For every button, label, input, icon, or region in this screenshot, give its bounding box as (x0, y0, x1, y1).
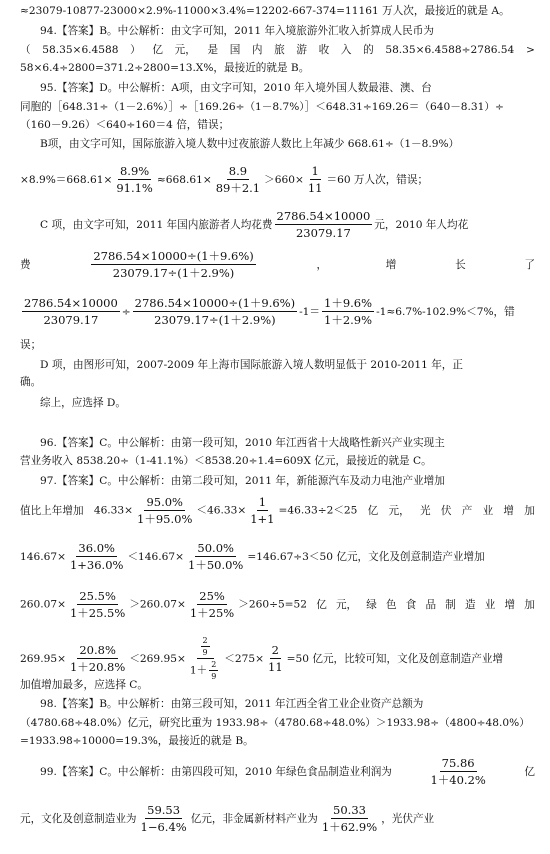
text-line: 同胞的［648.31÷（1－2.6%）］÷［169.26÷（1－8.7%）］＜648.31÷169.26＝（640－8.31）÷ (20, 101, 504, 113)
formula-97-line1: 值比上年增加 46.33× $\frac{95.0\%}{1+95.0\%}$ ＜46.33× $\frac{1}{1+1}$ =46.33÷2＜25 亿 元， 光 伏 产 业 增 加 (20, 495, 535, 526)
answer-95: 95.【答案】D。中公解析：A项，由文字可知，2010 年入境外国人数最港、澳、台 (40, 82, 432, 94)
fraction: $\frac{2786.54\times 10000}{23079.17}$ (276, 209, 371, 240)
fraction: $\frac{20.8\%}{1+20.8\%}$ (69, 643, 126, 674)
answer-96: 96.【答案】C。中公解析：由第一段可知，2010 年江西省十大战略性新兴产业实现主 (40, 437, 445, 449)
text-line: =1933.98÷10000=19.3%，最接近的就是 B。 (20, 735, 254, 747)
text-line: D 项，由图形可知，2007-2009 年上海市国际旅游入境人数明显低于 2010-2011 年，正 (40, 359, 463, 371)
formula-97-line4: 269.95× $\frac{20.8\%}{1+20.8\%}$ ＜269.95× $\frac{2}{9}$ 1＋ $\frac{2}{9}$ ＜275× $\frac{2}{11}$ =50 亿元，比较可知，文化及创意制造产业增 (20, 636, 504, 681)
text-line: （4780.68÷48.0%）亿元，研究比重为 1933.98÷（4780.68÷48.0%）＞1933.98÷（4800÷48.0%） (20, 717, 530, 729)
fraction: $\frac{1+9.6\%}{1+2.9\%}$ (324, 296, 373, 327)
formula-97-line3: 260.07× $\frac{25.5\%}{1+25.5\%}$ ＞260.07× $\frac{25\%}{1+25\%}$ ＞260÷5=52 亿 元， 绿 色 食 品 制 造 业 增 加 (20, 589, 535, 620)
text-line: 58×6.4÷2800=371.2÷2800=13.X%，最接近的就是 B。 (20, 62, 310, 74)
text-line: 营业务收入 8538.20÷（1-41.1%）＜8538.20÷1.4=609X 亿元，最接近的就是 C。 (20, 455, 432, 467)
text-line: 加值增加最多，应选择 C。 (20, 679, 149, 691)
fraction: $\frac{25.5\%}{1+25.5\%}$ (69, 589, 126, 620)
fraction: $\frac{2786.54\times 10000\div(1+9.6\%)}{23079.17\div(1+2.9\%)}$ (134, 296, 296, 327)
fraction: $\frac{50.33}{1+62.9\%}$ (321, 803, 378, 834)
fraction: $\frac{8.9\%}{91.1\%}$ (116, 164, 153, 195)
fraction: $\frac{8.9}{89+2.1}$ (215, 164, 261, 195)
fraction: $\frac{2786.54\times 10000\div(1+9.6\%)}{23079.17\div(1+2.9\%)}$ (93, 249, 254, 280)
text-line: 确。 (20, 376, 42, 388)
formula-c-line1: C 项，由文字可知，2011 年国内旅游者人均花费 $\frac{2786.54\times 10000}{23079.17}$ 元，2010 年人均花 (40, 209, 469, 240)
answer-94: 94.【答案】B。中公解析：由文字可知，2011 年入境旅游外汇收入折算成人民币为 (40, 25, 434, 37)
fraction: $\frac{1}{1+1}$ (250, 495, 275, 526)
fraction: $\frac{2}{11}$ (268, 643, 283, 674)
formula-97-line2: 146.67× $\frac{36.0\%}{1+36.0\%}$ ＜146.67× $\frac{50.0\%}{1+50.0\%}$ =146.67÷3＜50 亿元，文化及创意制造产业增加 (20, 541, 485, 572)
fraction: $\frac{25\%}{1+25\%}$ (189, 589, 235, 620)
formula-c-line3: $\frac{2786.54\times 10000}{23079.17}$ ÷ $\frac{2786.54\times 10000\div(1+9.6\%)}{23079.17\div(1+2.9\%)}$ -1＝ $\frac{1+9.6\%}{1+2.9\%}$ -1≈6.7%-102.9%＜7% ，错 (24, 296, 515, 327)
text-line: B项，由文字可知，国际旅游入境人数中过夜旅游人数比上年减少 668.61÷（1－8.9%） (40, 138, 460, 150)
formula-b: ×8.9%＝668.61× $\frac{8.9\%}{91.1\%}$ ≈668.61× $\frac{8.9}{89+2.1}$ ＞660× $\frac{1}{11}$ ＝60 万人次，错误； (20, 164, 429, 195)
text-line: 误； (20, 339, 42, 351)
formula-99-line2: 元，文化及创意制造业为 $\frac{59.53}{1-6.4\%}$ 亿元，非金属新材料产业为 $\frac{50.33}{1+62.9\%}$ ，光伏产业 (20, 803, 435, 834)
answer-99: 99.【答案】C。中公解析：由第四段可知，2010 年绿色食品制造业利润为 $\frac{75.86}{1+40.2\%}$ 亿 (40, 756, 535, 787)
fraction: $\frac{50.0\%}{1+50.0\%}$ (188, 541, 244, 572)
answer-98: 98.【答案】B。中公解析：由第三段可知，2011 年江西全省工业企业资产总额为 (40, 698, 424, 710)
fraction: $\frac{36.0\%}{1+36.0\%}$ (69, 541, 124, 572)
fraction: $\frac{59.53}{1-6.4\%}$ (140, 803, 187, 834)
text-line: （160－9.26）＜640÷160＝4 倍，错误； (20, 119, 230, 131)
compound-fraction: $\frac{2}{9}$ 1＋ $\frac{2}{9}$ (189, 636, 217, 681)
fraction: $\frac{75.86}{1+40.2\%}$ (430, 756, 486, 787)
fraction: $\frac{95.0\%}{1+95.0\%}$ (137, 495, 193, 526)
text-line: 综上，应选择 D。 (40, 397, 127, 409)
fraction: $\frac{2786.54\times 10000}{23079.17}$ (24, 296, 118, 327)
formula-c-line2: 费 $\frac{2786.54\times 10000\div(1+9.6\%)}{23079.17\div(1+2.9\%)}$ ， 增 长 了 (20, 249, 535, 280)
answer-97: 97.【答案】C。中公解析：由第二段可知，2011 年，新能源汽车及动力电池产业增加 (40, 475, 445, 487)
text-line: ≈23079-10877-23000×2.9%-11000×3.4%=12202-667-374=11161 万人次，最接近的就是 A。 (20, 5, 510, 17)
fraction: $\frac{1}{11}$ (307, 164, 323, 195)
text-line-justified: （ 58.35×6.4588 ） 亿 元， 是 国 内 旅 游 收 入 的 58.35×6.4588÷2786.54 > (20, 44, 535, 56)
